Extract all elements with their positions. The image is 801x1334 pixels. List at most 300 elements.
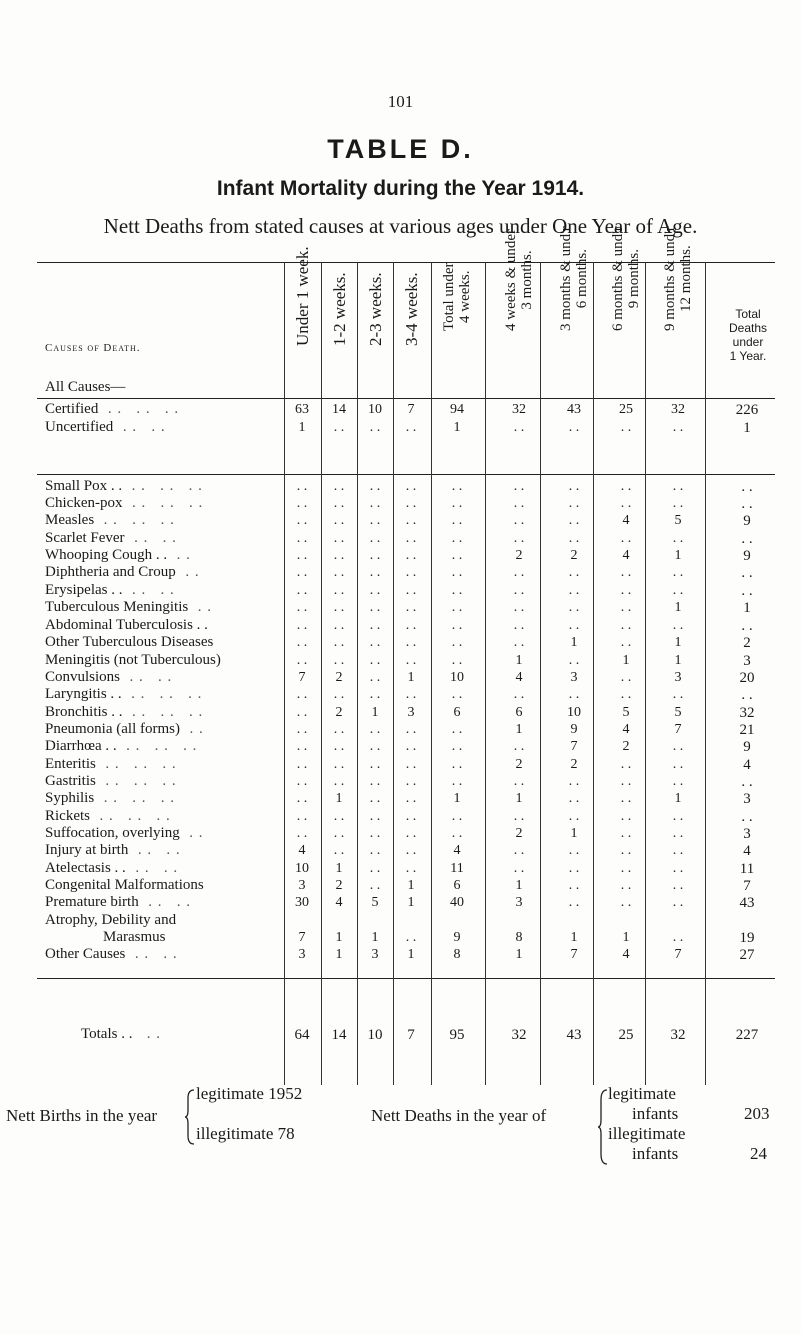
table-cell: . . xyxy=(451,479,463,494)
column-header xyxy=(608,226,644,367)
column-header-line: 9 months & und'r xyxy=(662,226,678,331)
deaths-illegitimate-value: 24 xyxy=(750,1144,767,1163)
table-cell: . . xyxy=(333,513,345,528)
table-cell: 1 xyxy=(407,670,415,685)
births-legitimate: legitimate 1952 xyxy=(196,1084,303,1103)
table-cell: 25 xyxy=(619,402,633,417)
table-cell: . . xyxy=(296,757,308,772)
column-header-line: 6 months. xyxy=(574,249,590,309)
table-cell: . . xyxy=(333,479,345,494)
table-cell: . . xyxy=(296,618,308,633)
table-cell: . . xyxy=(369,861,381,876)
column-header-line: Total under xyxy=(441,262,457,331)
column-header-text xyxy=(610,226,642,331)
table-cell: . . xyxy=(451,722,463,737)
column-header-text: 1-2 weeks. xyxy=(330,272,349,346)
leader-dots: . . . . . . xyxy=(122,495,204,511)
table-cell: . . xyxy=(296,548,308,563)
leader-dots: . . . . xyxy=(113,419,166,435)
row-label-text: Small Pox . . xyxy=(45,478,123,494)
table-rule xyxy=(37,398,775,399)
row-label-text: Convulsions xyxy=(45,669,121,685)
table-cell: . . xyxy=(568,618,580,633)
table-cell: . . xyxy=(568,843,580,858)
table-cell: . . xyxy=(513,420,525,435)
table-cell: 63 xyxy=(295,402,309,417)
table-cell: 1 xyxy=(515,947,523,962)
table-cell: . . xyxy=(451,757,463,772)
table-cell: . . xyxy=(405,843,417,858)
table-cell: . . xyxy=(568,687,580,702)
table-cell: . . xyxy=(333,826,345,841)
table-cell: . . xyxy=(296,531,308,546)
table-cell: . . xyxy=(741,531,753,547)
row-label-text: Injury at birth xyxy=(45,842,129,858)
table-cell: 94 xyxy=(450,402,464,417)
table-cell: . . xyxy=(369,791,381,806)
table-cell: . . xyxy=(296,479,308,494)
row-label-text: Suffocation, overlying xyxy=(45,825,180,841)
table-cell: 4 xyxy=(453,843,461,858)
table-cell: . . xyxy=(620,861,632,876)
table-cell: . . xyxy=(296,826,308,841)
table-cell: . . xyxy=(369,809,381,824)
column-header xyxy=(556,226,592,367)
table-cell: . . xyxy=(296,600,308,615)
table-cell: 32 xyxy=(671,402,685,417)
row-label xyxy=(45,704,203,721)
table-cell: 1 xyxy=(453,791,461,806)
table-cell: 11 xyxy=(450,861,464,876)
column-divider xyxy=(705,262,706,1085)
table-cell: . . xyxy=(741,583,753,599)
table-cell: . . xyxy=(333,600,345,615)
row-label xyxy=(45,547,191,564)
table-cell: . . xyxy=(296,565,308,580)
table-cell: 10 xyxy=(368,402,382,417)
column-header xyxy=(660,226,696,367)
table-cell: . . xyxy=(296,583,308,598)
table-cell: 4 xyxy=(622,548,630,563)
table-cell: . . xyxy=(333,653,345,668)
table-cell: . . xyxy=(369,531,381,546)
table-cell: . . xyxy=(451,687,463,702)
deaths-legitimate-value: 203 xyxy=(744,1104,770,1123)
table-cell: . . xyxy=(405,565,417,580)
table-cell: 32 xyxy=(512,402,526,417)
table-cell: 6 xyxy=(515,705,523,720)
column-header-line: 4 weeks & under xyxy=(503,228,519,331)
table-cell: . . xyxy=(369,774,381,789)
row-label xyxy=(45,894,191,911)
table-cell: 5 xyxy=(622,705,630,720)
table-cell: 1 xyxy=(674,653,682,668)
leader-dots: . . xyxy=(188,599,212,615)
table-cell: . . xyxy=(672,583,684,598)
column-header-text xyxy=(662,226,694,331)
table-cell: . . xyxy=(741,687,753,703)
row-label-text: Gastritis xyxy=(45,773,96,789)
table-cell: . . xyxy=(451,618,463,633)
left-brace-icon xyxy=(185,1088,195,1146)
column-header-line: 6 months & und'r xyxy=(610,226,626,331)
table-cell: 7 xyxy=(743,878,751,894)
column-divider xyxy=(645,262,646,1085)
table-cell: . . xyxy=(405,739,417,754)
row-label xyxy=(45,564,200,581)
table-cell: . . xyxy=(369,565,381,580)
leader-dots: . . . . . . xyxy=(95,756,177,772)
table-cell: . . xyxy=(620,618,632,633)
row-label-text: Laryngitis . . xyxy=(45,686,122,702)
leader-dots: . . xyxy=(132,1026,161,1042)
column-header-text xyxy=(558,226,590,331)
table-cell: . . xyxy=(369,739,381,754)
table-cell: . . xyxy=(568,774,580,789)
table-cell: . . xyxy=(741,496,753,512)
leader-dots: . . . . xyxy=(125,946,178,962)
row-label xyxy=(45,634,213,651)
table-cell: . . xyxy=(672,496,684,511)
table-cell: . . xyxy=(672,479,684,494)
table-cell: . . xyxy=(405,722,417,737)
table-cell: . . xyxy=(405,809,417,824)
deaths-legitimate-infants: infants xyxy=(632,1104,679,1123)
table-cell: . . xyxy=(513,583,525,598)
table-cell: . . xyxy=(568,583,580,598)
column-header-line: 3 months & und'r xyxy=(558,226,574,331)
table-cell: 20 xyxy=(739,670,755,686)
table-cell: . . xyxy=(568,878,580,893)
table-cell: . . xyxy=(369,843,381,858)
table-cell: . . xyxy=(369,653,381,668)
table-cell: . . xyxy=(369,757,381,772)
table-cell: . . xyxy=(741,618,753,634)
row-label xyxy=(45,582,175,599)
table-cell: . . xyxy=(620,420,632,435)
table-cell: . . xyxy=(568,513,580,528)
table-cell: 1 xyxy=(371,930,379,945)
table-cell: . . xyxy=(620,774,632,789)
table-cell: . . xyxy=(620,670,632,685)
table-cell: 1 xyxy=(674,635,682,650)
leader-dots: . . xyxy=(175,564,200,580)
table-cell: . . xyxy=(513,565,525,580)
table-cell: 226 xyxy=(735,402,759,418)
row-label xyxy=(45,912,176,929)
table-cell: 14 xyxy=(332,402,346,417)
table-cell: . . xyxy=(620,600,632,615)
table-cell: 10 xyxy=(450,670,464,685)
table-cell: . . xyxy=(568,895,580,910)
table-cell: . . xyxy=(513,843,525,858)
row-label-text: Abdominal Tuberculosis . . xyxy=(45,617,208,633)
table-cell: 9 xyxy=(570,722,578,737)
totals-cell: 64 xyxy=(294,1027,310,1043)
row-label-text: Whooping Cough . . xyxy=(45,547,168,563)
row-label-text: Pneumonia (all forms) xyxy=(45,721,180,737)
leader-dots: . . . . xyxy=(138,894,191,910)
table-cell: . . xyxy=(296,653,308,668)
row-label-text: Diarrhœa . . xyxy=(45,738,117,754)
table-cell: . . xyxy=(369,878,381,893)
table-cell: 3 xyxy=(298,947,306,962)
table-cell: . . xyxy=(568,531,580,546)
leader-dots: . . . . . . xyxy=(116,738,198,754)
column-header xyxy=(439,262,475,367)
table-cell: . . xyxy=(513,618,525,633)
deaths-legitimate: legitimate xyxy=(608,1084,676,1103)
table-cell: 27 xyxy=(739,947,755,963)
table-cell: 2 xyxy=(335,670,343,685)
table-cell: . . xyxy=(369,479,381,494)
table-cell: 4 xyxy=(298,843,306,858)
table-cell: 3 xyxy=(515,895,523,910)
table-cell: . . xyxy=(369,548,381,563)
row-label-text: Diphtheria and Croup xyxy=(45,564,176,580)
totals-cell: 95 xyxy=(449,1027,465,1043)
footer xyxy=(0,1086,801,1206)
column-header xyxy=(393,262,429,367)
table-cell: . . xyxy=(672,774,684,789)
table-cell: . . xyxy=(333,757,345,772)
table-cell: 7 xyxy=(298,670,306,685)
table-cell: . . xyxy=(405,420,417,435)
leader-dots: . . . . . . xyxy=(122,478,203,494)
row-label-text: Other Tuberculous Diseases xyxy=(45,634,214,650)
table-cell: 1 xyxy=(570,635,578,650)
table-cell: . . xyxy=(620,878,632,893)
table-cell: 1 xyxy=(622,653,630,668)
row-label-text: Other Causes xyxy=(45,946,126,962)
table-cell: . . xyxy=(369,670,381,685)
table-cell: . . xyxy=(620,635,632,650)
row-label-text: Erysipelas . . xyxy=(45,582,123,598)
row-label xyxy=(45,669,172,686)
column-header-text: Under 1 week. xyxy=(293,246,312,346)
table-cell: . . xyxy=(405,583,417,598)
table-cell: 9 xyxy=(743,548,751,564)
table-cell: 1 xyxy=(674,600,682,615)
left-brace-icon-2 xyxy=(598,1088,608,1166)
table-cell: 1 xyxy=(453,420,461,435)
column-header-line: 4 weeks. xyxy=(457,270,473,323)
row-label-text: Certified xyxy=(45,401,99,417)
table-cell: . . xyxy=(296,705,308,720)
row-label xyxy=(45,842,181,859)
table-cell: . . xyxy=(672,618,684,633)
table-cell: 1 xyxy=(674,791,682,806)
table-cell: . . xyxy=(405,513,417,528)
table-cell: . . xyxy=(568,861,580,876)
totals-cell: 32 xyxy=(670,1027,686,1043)
table-cell: 1 xyxy=(407,895,415,910)
table-cell: . . xyxy=(369,687,381,702)
column-header xyxy=(321,262,357,367)
row-label xyxy=(45,808,171,825)
table-cell: . . xyxy=(513,635,525,650)
table-cell: 7 xyxy=(570,947,578,962)
table-cell: 4 xyxy=(622,513,630,528)
table-cell: . . xyxy=(333,687,345,702)
table-cell: 43 xyxy=(739,895,755,911)
table-cell: . . xyxy=(620,895,632,910)
table-cell: 7 xyxy=(570,739,578,754)
table-cell: 21 xyxy=(739,722,755,738)
table-cell: . . xyxy=(672,843,684,858)
table-cell: . . xyxy=(451,635,463,650)
table-cell: . . xyxy=(405,479,417,494)
table-cell: . . xyxy=(369,600,381,615)
row-label-text: Atelectasis . . xyxy=(45,860,126,876)
column-header xyxy=(357,262,393,367)
table-cell: 2 xyxy=(570,757,578,772)
table-cell: 1 xyxy=(674,548,682,563)
table-cell: . . xyxy=(333,618,345,633)
leader-dots: . . xyxy=(167,547,191,563)
leader-dots: . . . . . . xyxy=(95,773,177,789)
births-label: Nett Births in the year xyxy=(6,1106,158,1125)
row-label-text: Bronchitis . . xyxy=(45,704,123,720)
table-cell: . . xyxy=(333,496,345,511)
table-cell: 4 xyxy=(622,947,630,962)
table-cell: . . xyxy=(405,618,417,633)
leader-dots: . . . . . . xyxy=(98,401,180,417)
row-label xyxy=(45,790,175,807)
row-label xyxy=(45,738,197,755)
table-cell: 9 xyxy=(453,930,461,945)
column-header-text xyxy=(441,262,473,331)
table-cell: 2 xyxy=(743,635,751,651)
table-cell: 4 xyxy=(335,895,343,910)
table-cell: 8 xyxy=(515,930,523,945)
table-cell: 1 xyxy=(622,930,630,945)
table-cell: 43 xyxy=(567,402,581,417)
table-cell: 1 xyxy=(407,878,415,893)
table-cell: . . xyxy=(620,809,632,824)
table-cell: . . xyxy=(568,791,580,806)
table-cell: . . xyxy=(451,565,463,580)
table-cell: . . xyxy=(369,722,381,737)
table-cell: 9 xyxy=(743,739,751,755)
page-number: 101 xyxy=(387,92,414,111)
table-cell: . . xyxy=(672,420,684,435)
table-cell: . . xyxy=(369,496,381,511)
table-cell: . . xyxy=(620,583,632,598)
table-cell: 7 xyxy=(407,402,415,417)
table-cell: . . xyxy=(451,739,463,754)
leader-dots: . . . . . . xyxy=(121,686,203,702)
column-divider xyxy=(593,262,594,1085)
table-cell: . . xyxy=(741,565,753,581)
table-cell: 1 xyxy=(570,826,578,841)
table-cell: . . xyxy=(568,479,580,494)
table-cell: . . xyxy=(405,791,417,806)
table-cell: . . xyxy=(672,895,684,910)
table-cell: 1 xyxy=(515,653,523,668)
row-label xyxy=(45,825,203,842)
table-cell: . . xyxy=(513,774,525,789)
column-header-line: 12 months. xyxy=(678,245,694,312)
table-cell: 1 xyxy=(570,930,578,945)
table-cell: 7 xyxy=(298,930,306,945)
totals-cell: 7 xyxy=(407,1027,415,1043)
table-cell: . . xyxy=(296,809,308,824)
table-cell: . . xyxy=(405,774,417,789)
table-cell: . . xyxy=(333,548,345,563)
row-label xyxy=(45,756,177,773)
column-header-line: 9 months. xyxy=(626,249,642,309)
table-cell: . . xyxy=(369,513,381,528)
table-cell: . . xyxy=(369,583,381,598)
table-cell: 19 xyxy=(739,930,755,946)
table-cell: . . xyxy=(451,809,463,824)
leader-dots: . . . . . . xyxy=(94,790,175,806)
table-cell: 3 xyxy=(674,670,682,685)
table-cell: . . xyxy=(672,878,684,893)
table-cell: . . xyxy=(369,618,381,633)
row-label xyxy=(45,860,178,877)
row-label xyxy=(45,686,202,703)
table-rule xyxy=(37,474,775,475)
table-cell: 1 xyxy=(407,947,415,962)
table-cell: 32 xyxy=(739,705,755,721)
table-cell: 4 xyxy=(622,722,630,737)
row-label-text: Enteritis xyxy=(45,756,96,772)
column-header-text: 2-3 weeks. xyxy=(366,272,385,346)
row-label xyxy=(45,530,177,547)
table-cell: . . xyxy=(513,496,525,511)
table-cell: 7 xyxy=(674,947,682,962)
table-cell: 30 xyxy=(295,895,309,910)
row-label xyxy=(45,419,166,436)
table-cell: 1 xyxy=(515,791,523,806)
table-cell: 4 xyxy=(743,757,751,773)
table-cell: . . xyxy=(405,687,417,702)
table-cell: 11 xyxy=(739,861,755,877)
table-cell: . . xyxy=(741,479,753,495)
column-divider xyxy=(540,262,541,1085)
table-cell: . . xyxy=(451,531,463,546)
table-cell: . . xyxy=(369,635,381,650)
row-label-text: Measles xyxy=(45,512,95,528)
table-cell: 3 xyxy=(407,705,415,720)
table-cell: . . xyxy=(296,739,308,754)
table-cell: . . xyxy=(513,600,525,615)
table-cell: 3 xyxy=(570,670,578,685)
table-cell: . . xyxy=(405,548,417,563)
row-label-text: Tuberculous Meningitis xyxy=(45,599,189,615)
table-cell: 4 xyxy=(515,670,523,685)
row-label xyxy=(45,478,203,495)
table-cell: 7 xyxy=(674,722,682,737)
deaths-label: Nett Deaths in the year of xyxy=(371,1106,547,1125)
table-cell: . . xyxy=(568,565,580,580)
table-cell: . . xyxy=(333,531,345,546)
table-cell: 2 xyxy=(515,548,523,563)
row-label-text: Marasmus xyxy=(103,929,166,945)
leader-dots: . . xyxy=(179,825,204,841)
table-cell: . . xyxy=(568,496,580,511)
leader-dots: . . . . xyxy=(122,582,175,598)
table-cell: . . xyxy=(333,739,345,754)
row-label-text: Rickets xyxy=(45,808,90,824)
table-cell: 3 xyxy=(298,878,306,893)
totals-cell: 25 xyxy=(618,1027,634,1043)
table-cell: . . xyxy=(620,565,632,580)
column-header xyxy=(284,246,320,367)
table-cell: 9 xyxy=(743,513,751,529)
